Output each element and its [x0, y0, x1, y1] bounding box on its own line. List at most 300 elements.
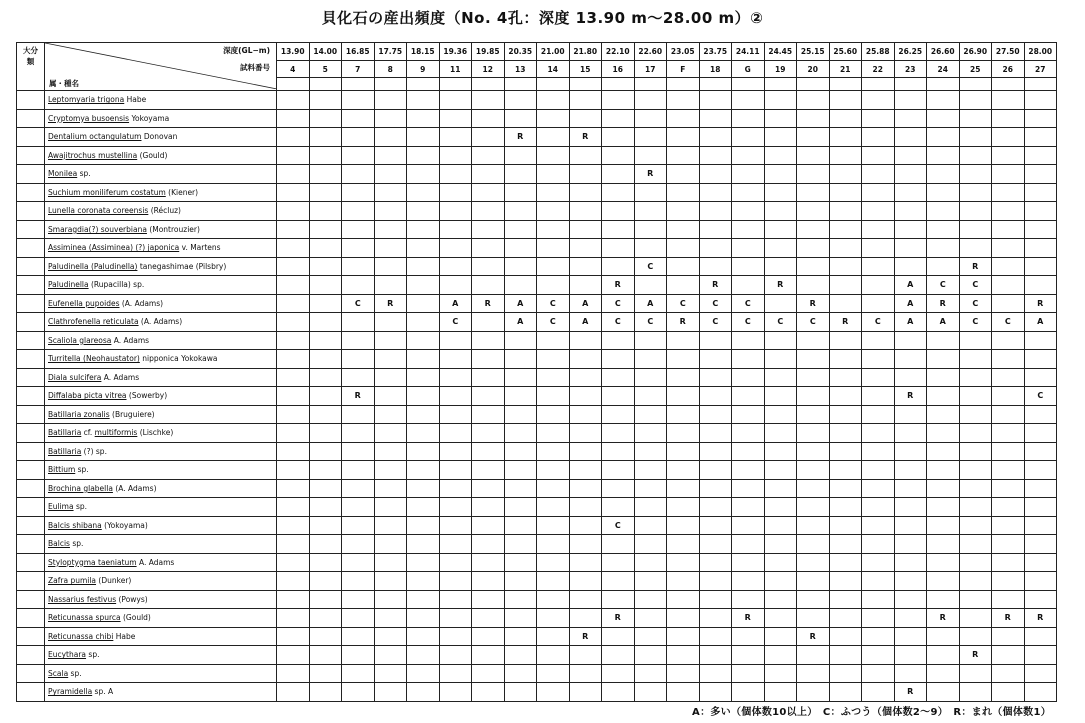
species-author: (Gould) — [120, 613, 151, 623]
abundance-cell — [374, 424, 407, 443]
abundance-cell — [699, 516, 732, 535]
abundance-cell — [927, 331, 960, 350]
abundance-cell — [602, 479, 635, 498]
abundance-cell — [829, 350, 862, 369]
abundance-cell — [439, 627, 472, 646]
abundance-cell — [407, 461, 440, 480]
spacer-cell — [959, 78, 992, 91]
species-name — [45, 202, 277, 221]
abundance-cell — [829, 535, 862, 554]
abundance-cell — [927, 572, 960, 591]
abundance-cell — [699, 239, 732, 258]
abundance-cell — [504, 239, 537, 258]
abundance-cell — [829, 239, 862, 258]
abundance-cell — [277, 239, 310, 258]
species-name — [45, 627, 277, 646]
abundance-cell — [797, 368, 830, 387]
abundance-cell — [472, 461, 505, 480]
abundance-cell — [894, 442, 927, 461]
abundance-cell — [602, 590, 635, 609]
abundance-cell — [407, 146, 440, 165]
abundance-cell — [894, 535, 927, 554]
species-name — [45, 239, 277, 258]
abundance-cell — [602, 646, 635, 665]
abundance-cell — [732, 498, 765, 517]
table-row — [17, 498, 1057, 517]
species-epithet: Lunella coronata coreensis — [48, 206, 149, 216]
species-name — [45, 146, 277, 165]
abundance-cell — [1024, 405, 1057, 424]
abundance-cell — [439, 257, 472, 276]
abundance-cell — [959, 424, 992, 443]
species-author: (Récluz) — [148, 206, 181, 216]
abundance-cell — [374, 313, 407, 332]
sample-label: 試料番号 — [240, 63, 270, 72]
abundance-cell: R — [764, 276, 797, 295]
abundance-cell — [374, 405, 407, 424]
abundance-cell — [992, 350, 1025, 369]
abundance-cell — [472, 165, 505, 184]
abundance-cell — [959, 609, 992, 628]
abundance-cell — [959, 442, 992, 461]
abundance-cell — [797, 202, 830, 221]
abundance-cell — [894, 128, 927, 147]
abundance-cell — [667, 331, 700, 350]
abundance-cell — [537, 646, 570, 665]
abundance-cell — [602, 220, 635, 239]
species-epithet: Balcis shibana — [48, 520, 102, 530]
abundance-cell: C — [959, 276, 992, 295]
category-cell — [17, 331, 45, 350]
abundance-cell — [537, 128, 570, 147]
abundance-cell — [472, 313, 505, 332]
abundance-cell — [764, 387, 797, 406]
spacer-cell — [764, 78, 797, 91]
category-cell — [17, 461, 45, 480]
abundance-cell — [309, 627, 342, 646]
abundance-cell — [894, 165, 927, 184]
species-name — [45, 664, 277, 683]
abundance-cell — [667, 109, 700, 128]
abundance-cell — [602, 91, 635, 110]
abundance-cell — [732, 257, 765, 276]
abundance-cell: R — [602, 609, 635, 628]
abundance-cell — [862, 368, 895, 387]
abundance-cell: C — [732, 294, 765, 313]
abundance-cell — [569, 535, 602, 554]
abundance-cell — [829, 646, 862, 665]
category-cell — [17, 609, 45, 628]
abundance-cell — [732, 479, 765, 498]
abundance-cell — [309, 276, 342, 295]
table-row — [17, 405, 1057, 424]
abundance-cell — [309, 405, 342, 424]
spacer-cell — [537, 78, 570, 91]
abundance-cell — [1024, 202, 1057, 221]
abundance-cell — [829, 553, 862, 572]
species-epithet: Smaragdia(?) souverbiana — [48, 224, 147, 234]
abundance-cell — [439, 239, 472, 258]
abundance-cell — [277, 553, 310, 572]
abundance-cell — [732, 461, 765, 480]
abundance-cell — [569, 405, 602, 424]
abundance-cell — [732, 590, 765, 609]
abundance-cell: C — [602, 516, 635, 535]
species-name — [45, 516, 277, 535]
abundance-cell — [602, 165, 635, 184]
category-cell — [17, 535, 45, 554]
abundance-cell — [862, 128, 895, 147]
abundance-cell: R — [927, 294, 960, 313]
species-epithet: Turritella (Neohaustator) — [48, 354, 140, 364]
abundance-cell — [634, 442, 667, 461]
abundance-cell — [407, 202, 440, 221]
sample-cell: 17 — [634, 61, 667, 78]
abundance-cell — [277, 609, 310, 628]
abundance-cell — [894, 146, 927, 165]
depth-cell: 21.80 — [569, 43, 602, 61]
abundance-cell — [797, 239, 830, 258]
species-author: (Yokoyama) — [101, 520, 148, 530]
depth-cell: 26.60 — [927, 43, 960, 61]
abundance-cell — [309, 109, 342, 128]
abundance-cell — [1024, 350, 1057, 369]
depth-label: 深度(GL−m) — [223, 46, 270, 55]
abundance-cell: A — [569, 294, 602, 313]
abundance-cell — [374, 553, 407, 572]
abundance-cell — [472, 202, 505, 221]
abundance-cell — [862, 498, 895, 517]
species-author: sp. — [73, 502, 87, 512]
depth-cell: 26.90 — [959, 43, 992, 61]
abundance-cell — [667, 239, 700, 258]
abundance-cell — [277, 91, 310, 110]
abundance-cell — [927, 683, 960, 702]
abundance-cell — [862, 516, 895, 535]
abundance-cell — [569, 165, 602, 184]
abundance-cell — [277, 442, 310, 461]
abundance-cell — [569, 609, 602, 628]
abundance-cell — [277, 220, 310, 239]
abundance-cell — [927, 498, 960, 517]
abundance-cell — [472, 646, 505, 665]
abundance-cell — [862, 683, 895, 702]
abundance-cell — [569, 572, 602, 591]
abundance-cell — [959, 183, 992, 202]
abundance-cell — [472, 442, 505, 461]
abundance-cell — [829, 220, 862, 239]
species-name — [45, 442, 277, 461]
abundance-cell — [277, 424, 310, 443]
abundance-cell — [667, 590, 700, 609]
abundance-cell — [927, 424, 960, 443]
species-name — [45, 109, 277, 128]
abundance-cell — [504, 183, 537, 202]
abundance-cell — [894, 424, 927, 443]
abundance-cell — [992, 239, 1025, 258]
abundance-cell — [764, 646, 797, 665]
abundance-cell — [1024, 498, 1057, 517]
spacer-cell — [797, 78, 830, 91]
abundance-cell — [504, 331, 537, 350]
abundance-cell — [407, 553, 440, 572]
abundance-cell — [309, 368, 342, 387]
table-row — [17, 664, 1057, 683]
species-epithet: Assiminea (Assiminea) (?) japonica — [48, 243, 180, 253]
abundance-cell — [569, 516, 602, 535]
abundance-cell — [602, 350, 635, 369]
abundance-cell — [342, 220, 375, 239]
abundance-cell — [537, 627, 570, 646]
abundance-cell — [699, 664, 732, 683]
abundance-cell — [1024, 257, 1057, 276]
table-row — [17, 183, 1057, 202]
abundance-cell — [634, 646, 667, 665]
abundance-cell — [927, 479, 960, 498]
species-epithet: Scaliola glareosa — [48, 335, 112, 345]
abundance-cell — [634, 479, 667, 498]
abundance-cell: C — [439, 313, 472, 332]
abundance-cell — [309, 590, 342, 609]
abundance-cell — [439, 183, 472, 202]
abundance-cell — [764, 516, 797, 535]
species-name — [45, 128, 277, 147]
abundance-cell — [374, 239, 407, 258]
abundance-cell — [309, 183, 342, 202]
abundance-cell — [862, 627, 895, 646]
table-row — [17, 442, 1057, 461]
abundance-cell — [277, 479, 310, 498]
abundance-cell — [797, 424, 830, 443]
abundance-cell — [504, 664, 537, 683]
abundance-cell — [374, 646, 407, 665]
abundance-cell — [764, 202, 797, 221]
abundance-cell — [342, 572, 375, 591]
abundance-cell — [569, 498, 602, 517]
abundance-cell — [927, 590, 960, 609]
abundance-cell — [699, 405, 732, 424]
abundance-cell — [699, 442, 732, 461]
abundance-cell — [797, 387, 830, 406]
table-row — [17, 461, 1057, 480]
abundance-cell — [1024, 590, 1057, 609]
abundance-cell — [634, 498, 667, 517]
abundance-cell — [992, 646, 1025, 665]
abundance-cell: C — [959, 313, 992, 332]
abundance-cell — [537, 609, 570, 628]
abundance-cell — [927, 220, 960, 239]
abundance-cell: C — [797, 313, 830, 332]
abundance-cell — [1024, 183, 1057, 202]
abundance-cell — [667, 165, 700, 184]
species-epithet: Eufenella pupoides — [48, 298, 120, 308]
species-name — [45, 294, 277, 313]
species-epithet: Scala — [48, 668, 69, 678]
abundance-cell — [602, 442, 635, 461]
abundance-cell — [732, 368, 765, 387]
abundance-cell — [764, 424, 797, 443]
abundance-cell — [277, 109, 310, 128]
abundance-cell — [309, 683, 342, 702]
abundance-cell — [537, 572, 570, 591]
abundance-cell — [992, 368, 1025, 387]
abundance-cell — [699, 461, 732, 480]
abundance-cell — [894, 498, 927, 517]
sample-cell: G — [732, 61, 765, 78]
abundance-cell — [764, 442, 797, 461]
abundance-cell — [342, 664, 375, 683]
abundance-cell — [309, 220, 342, 239]
abundance-cell — [1024, 239, 1057, 258]
abundance-cell — [342, 535, 375, 554]
abundance-cell — [407, 294, 440, 313]
table-row — [17, 294, 1057, 313]
abundance-cell — [829, 183, 862, 202]
spacer-cell — [439, 78, 472, 91]
abundance-cell — [472, 91, 505, 110]
table-row — [17, 683, 1057, 702]
abundance-cell — [634, 553, 667, 572]
abundance-cell — [602, 368, 635, 387]
sample-cell: 4 — [277, 61, 310, 78]
abundance-cell — [342, 405, 375, 424]
abundance-cell — [992, 183, 1025, 202]
abundance-cell — [797, 91, 830, 110]
abundance-cell — [439, 146, 472, 165]
species-author: A. Adams — [136, 557, 175, 567]
abundance-cell: R — [894, 683, 927, 702]
species-epithet: Eulima — [48, 502, 74, 512]
spacer-cell — [277, 78, 310, 91]
abundance-cell — [472, 479, 505, 498]
abundance-cell — [797, 479, 830, 498]
species-epithet: multiformis — [94, 428, 138, 438]
abundance-cell: R — [569, 627, 602, 646]
table-row — [17, 128, 1057, 147]
abundance-cell — [667, 220, 700, 239]
abundance-cell — [797, 220, 830, 239]
abundance-cell — [537, 183, 570, 202]
abundance-cell — [764, 590, 797, 609]
abundance-cell — [764, 405, 797, 424]
abundance-cell — [504, 627, 537, 646]
species-name — [45, 257, 277, 276]
abundance-cell — [374, 535, 407, 554]
abundance-cell — [959, 405, 992, 424]
abundance-cell — [602, 239, 635, 258]
abundance-cell — [374, 683, 407, 702]
species-author: sp. A — [92, 687, 114, 697]
sample-cell: 5 — [309, 61, 342, 78]
species-epithet: Awajitrochus mustellina — [48, 150, 138, 160]
abundance-cell — [537, 331, 570, 350]
table-row — [17, 331, 1057, 350]
abundance-cell — [472, 553, 505, 572]
sample-cell: 23 — [894, 61, 927, 78]
species-name — [45, 646, 277, 665]
abundance-cell — [309, 313, 342, 332]
abundance-cell — [959, 683, 992, 702]
abundance-cell — [309, 257, 342, 276]
species-author: (Rupacilla) sp. — [88, 280, 145, 290]
abundance-cell — [309, 646, 342, 665]
abundance-cell — [797, 276, 830, 295]
abundance-cell — [667, 442, 700, 461]
abundance-cell — [992, 276, 1025, 295]
table-row — [17, 239, 1057, 258]
abundance-cell — [439, 664, 472, 683]
abundance-cell: R — [602, 276, 635, 295]
species-author: sp. — [86, 650, 100, 660]
sample-cell: 18 — [699, 61, 732, 78]
abundance-cell — [407, 331, 440, 350]
abundance-cell — [862, 609, 895, 628]
abundance-cell — [862, 535, 895, 554]
abundance-cell — [1024, 146, 1057, 165]
species-name — [45, 405, 277, 424]
abundance-cell — [439, 609, 472, 628]
table-row — [17, 609, 1057, 628]
species-label: 属・種名 — [49, 79, 79, 88]
category-cell — [17, 442, 45, 461]
sample-cell: 21 — [829, 61, 862, 78]
species-author: (A. Adams) — [112, 483, 157, 493]
abundance-cell — [439, 442, 472, 461]
abundance-cell — [309, 202, 342, 221]
abundance-cell — [407, 442, 440, 461]
abundance-cell — [504, 202, 537, 221]
abundance-cell — [634, 350, 667, 369]
abundance-cell — [959, 165, 992, 184]
species-author: (Bruguiere) — [109, 409, 155, 419]
category-cell — [17, 646, 45, 665]
species-epithet: Paludinella (Paludinella) — [48, 261, 138, 271]
abundance-cell: C — [342, 294, 375, 313]
abundance-cell — [407, 257, 440, 276]
spacer-cell — [374, 78, 407, 91]
abundance-cell — [277, 313, 310, 332]
category-cell — [17, 424, 45, 443]
abundance-cell — [862, 590, 895, 609]
abundance-cell — [537, 461, 570, 480]
abundance-cell — [374, 498, 407, 517]
abundance-cell — [374, 183, 407, 202]
abundance-cell — [797, 683, 830, 702]
abundance-cell — [569, 202, 602, 221]
abundance-cell — [959, 664, 992, 683]
header-depth-row — [17, 43, 1057, 61]
abundance-cell — [634, 331, 667, 350]
abundance-cell — [472, 220, 505, 239]
abundance-cell — [699, 165, 732, 184]
abundance-cell — [829, 146, 862, 165]
abundance-cell — [472, 276, 505, 295]
abundance-cell — [374, 516, 407, 535]
abundance-cell — [342, 646, 375, 665]
abundance-cell — [277, 387, 310, 406]
table-row — [17, 646, 1057, 665]
abundance-cell — [1024, 220, 1057, 239]
abundance-cell — [537, 590, 570, 609]
abundance-cell — [504, 146, 537, 165]
abundance-cell — [439, 220, 472, 239]
species-name — [45, 424, 277, 443]
abundance-cell — [829, 664, 862, 683]
abundance-cell — [667, 572, 700, 591]
abundance-cell — [537, 165, 570, 184]
abundance-cell: C — [732, 313, 765, 332]
category-cell — [17, 405, 45, 424]
